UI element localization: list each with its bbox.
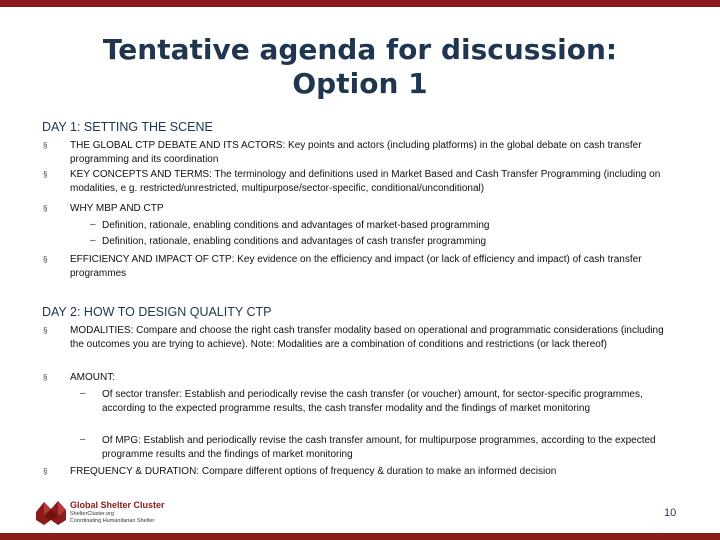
bullet-marker: § xyxy=(43,141,48,150)
bottom-accent-bar xyxy=(0,533,720,540)
bullet-marker: § xyxy=(43,326,48,335)
bullet-marker: § xyxy=(43,467,48,476)
day1-subitem-ctp: Definition, rationale, enabling conditions and advantages of cash transfer programming xyxy=(102,236,487,247)
bullet-marker: § xyxy=(43,204,48,213)
dash-marker: – xyxy=(90,219,96,230)
slide-title-line-2: Option 1 xyxy=(292,67,428,100)
footer-website: ShelterCluster.org xyxy=(70,511,115,517)
day1-item-efficiency-impact: EFFICIENCY AND IMPACT OF CTP: Key evidence on the efficiency and impact (or lack of efficiency and impact) of cash transfer programmes xyxy=(70,254,642,279)
shelter-cluster-logo-icon xyxy=(34,498,68,526)
day1-item-key-concepts: KEY CONCEPTS AND TERMS: The terminology and definitions used in Market Based and Cash Transfer Programming (including on modalities, e g. restricted/unrestricted, multipurpose/sector-specific, conditional/unconditional) xyxy=(70,169,661,194)
footer-org-name: Global Shelter Cluster xyxy=(70,500,165,510)
day2-item-modalities: MODALITIES: Compare and choose the right cash transfer modality based on operational and programmatic considerations (including the outcomes you are trying to achieve). Note: Modalities are a combination of conditions and restrictions (or lack thereof) xyxy=(70,325,664,350)
day2-item-frequency-duration: FREQUENCY & DURATION: Compare different options of frequency & duration to make an informed decision xyxy=(70,466,557,477)
day1-item-why-mbp-ctp: WHY MBP AND CTP xyxy=(70,203,164,214)
day1-heading: DAY 1: SETTING THE SCENE xyxy=(42,120,213,134)
bullet-marker: § xyxy=(43,255,48,264)
day1-item-global-debate: THE GLOBAL CTP DEBATE AND ITS ACTORS: Key points and actors (including platforms) in the global debate on cash transfer programming and its coordination xyxy=(70,140,642,165)
day2-heading: DAY 2: HOW TO DESIGN QUALITY CTP xyxy=(42,305,272,319)
slide-title-line-1: Tentative agenda for discussion: xyxy=(102,33,618,66)
bullet-marker: § xyxy=(43,170,48,179)
day2-subitem-mpg: Of MPG: Establish and periodically revise the cash transfer amount, for multipurpose programmes, according to the expected programme results and the findings of market monitoring xyxy=(102,435,656,460)
dash-marker: – xyxy=(80,434,86,445)
day2-subitem-sector-transfer: Of sector transfer: Establish and periodically revise the cash transfer (or voucher) amount, for sector-specific programmes, according to the expected programme results, the cash transfer modality and the findings of market monitoring xyxy=(102,389,643,414)
top-accent-bar xyxy=(0,0,720,7)
dash-marker: – xyxy=(90,235,96,246)
footer-tagline: Coordinating Humanitarian Shelter xyxy=(70,518,155,524)
day1-subitem-mbp: Definition, rationale, enabling conditions and advantages of market-based programming xyxy=(102,220,490,231)
day2-item-amount: AMOUNT: xyxy=(70,372,115,383)
page-number: 10 xyxy=(664,507,677,519)
slide-title xyxy=(40,33,680,101)
bullet-marker: § xyxy=(43,373,48,382)
dash-marker: – xyxy=(80,388,86,399)
